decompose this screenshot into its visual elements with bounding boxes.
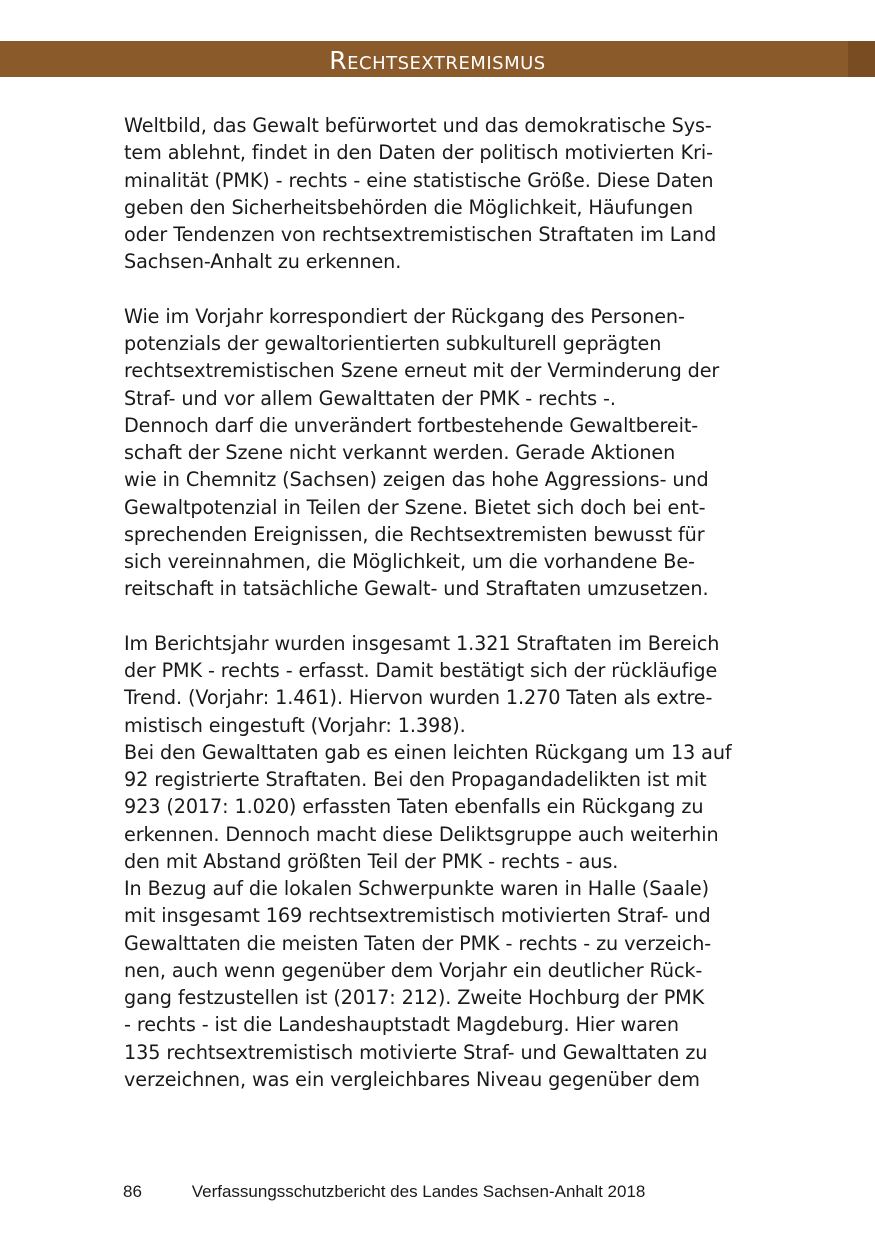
text-line: den mit Abstand größten Teil der PMK - rechts - aus.	[124, 849, 619, 873]
text-line: 135 rechtsextremistisch motivierte Straf- und Gewalttaten zu	[124, 1040, 708, 1064]
text-line: sich vereinnahmen, die Möglichkeit, um die vorhandene Be-	[124, 550, 695, 573]
section-title: Rechtsextremismus	[329, 46, 546, 75]
page-footer	[123, 1182, 645, 1202]
text-line: reitschaft in tatsächliche Gewalt- und Straftaten umzusetzen.	[124, 577, 709, 601]
text-line: erkennen. Dennoch macht diese Deliktsgruppe auch weiterhin	[124, 822, 719, 846]
text-line: - rechts - ist die Landeshauptstadt Magdeburg. Hier waren	[124, 1013, 679, 1037]
body-text	[124, 112, 764, 1093]
text-line: 92 registrierte Straftaten. Bei den Propagandadelikten ist mit	[124, 768, 707, 791]
text-line: der PMK - rechts - erfasst. Damit bestätigt sich der rückläufige	[124, 659, 718, 682]
section-header-band	[0, 41, 875, 77]
text-line: Wie im Vorjahr korrespondiert der Rückgang des Personen-	[124, 304, 685, 328]
text-line: mit insgesamt 169 rechtsextremistisch motivierten Straf- und	[124, 904, 711, 928]
text-line: In Bezug auf die lokalen Schwerpunkte waren in Halle (Saale)	[124, 877, 710, 900]
text-line: potenzials der gewaltorientierten subkulturell geprägten	[124, 332, 662, 355]
text-line: Gewalttaten die meisten Taten der PMK - rechts - zu verzeich-	[124, 931, 712, 955]
text-line: tem ablehnt, findet in den Daten der politisch motivierten Kri-	[124, 141, 713, 165]
text-line: geben den Sicherheitsbehörden die Möglichkeit, Häufungen	[124, 195, 694, 219]
text-line: schaft der Szene nicht verkannt werden. Gerade Aktionen	[124, 441, 676, 464]
text-line: sprechenden Ereignissen, die Rechtsextremisten bewusst für	[124, 522, 705, 546]
text-line: Bei den Gewalttaten gab es einen leichten Rückgang um 13 auf	[124, 740, 732, 764]
text-line: Straf- und vor allem Gewalttaten der PMK - rechts -.	[124, 386, 616, 410]
text-line: rechtsextremistischen Szene erneut mit der Verminderung der	[124, 359, 720, 383]
text-line: minalität (PMK) - rechts - eine statistische Größe. Diese Daten	[124, 168, 714, 192]
text-line: Sachsen-Anhalt zu erkennen.	[124, 250, 402, 274]
section-tab-marker	[848, 41, 875, 77]
paragraph-gap	[124, 603, 764, 630]
text-line: Im Berichtsjahr wurden insgesamt 1.321 Straftaten im Bereich	[124, 631, 720, 655]
text-line: mistisch eingestuft (Vorjahr: 1.398).	[124, 713, 466, 737]
text-line: Trend. (Vorjahr: 1.461). Hiervon wurden 1.270 Taten als extre-	[124, 686, 713, 710]
page-number: 86	[123, 1182, 142, 1201]
text-line: Weltbild, das Gewalt befürwortet und das demokratische Sys-	[124, 114, 712, 137]
text-line: 923 (2017: 1.020) erfassten Taten ebenfalls ein Rückgang zu	[124, 795, 704, 819]
paragraph-gap	[124, 276, 764, 303]
text-line: gang festzustellen ist (2017: 212). Zweite Hochburg der PMK	[124, 986, 705, 1009]
text-line: verzeichnen, was ein vergleichbares Niveau gegenüber dem	[124, 1067, 700, 1091]
text-line: oder Tendenzen von rechtsextremistischen Straftaten im Land	[124, 223, 717, 246]
text-line: nen, auch wenn gegenüber dem Vorjahr ein deutlicher Rück-	[124, 958, 703, 982]
publication-title: Verfassungsschutzbericht des Landes Sachsen-Anhalt 2018	[191, 1182, 646, 1201]
text-line: Dennoch darf die unverändert fortbestehende Gewaltbereit-	[124, 413, 699, 437]
text-line: Gewaltpotenzial in Teilen der Szene. Bietet sich doch bei ent-	[124, 495, 706, 519]
text-line: wie in Chemnitz (Sachsen) zeigen das hohe Aggressions- und	[124, 468, 709, 492]
